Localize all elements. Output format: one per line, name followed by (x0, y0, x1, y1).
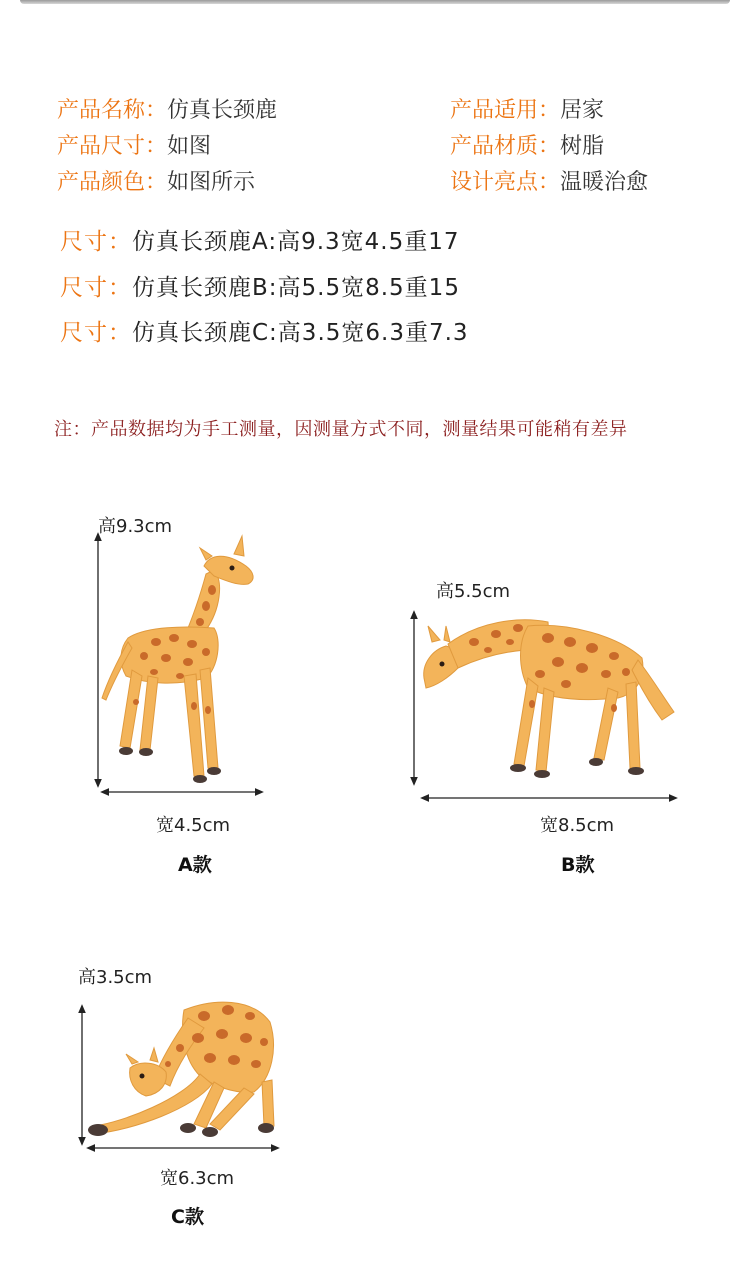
spec-value: 树脂 (560, 134, 605, 159)
spec-label: 设计亮点： (450, 170, 561, 195)
giraffe-a-image (96, 530, 266, 790)
height-label-b: 高5.5cm (436, 581, 511, 602)
spec-value: 仿真长颈鹿 (167, 98, 278, 123)
measurement-note: 注：产品数据均为手工测量，因测量方式不同，测量结果可能稍有差异 (54, 419, 628, 440)
width-label-c: 宽6.3cm (160, 1168, 235, 1189)
spec-label: 产品名称： (57, 98, 168, 123)
size-label: 尺寸： (60, 320, 132, 346)
spec-label: 产品适用： (450, 98, 561, 123)
spec-value: 如图所示 (167, 170, 256, 195)
variant-label-c: C款 (171, 1206, 204, 1228)
size-value: 仿真长颈鹿A:高9.3宽4.5重17 (132, 229, 460, 255)
width-label-a: 宽4.5cm (156, 815, 231, 836)
size-value: 仿真长颈鹿C:高3.5宽6.3重7.3 (132, 320, 469, 346)
height-label-a: 高9.3cm (98, 516, 173, 537)
width-label-b: 宽8.5cm (540, 815, 615, 836)
spec-value: 如图 (167, 134, 212, 159)
size-value: 仿真长颈鹿B:高5.5宽8.5重15 (132, 275, 460, 301)
spec-label: 产品颜色： (57, 170, 168, 195)
spec-label: 产品材质： (450, 134, 561, 159)
size-label: 尺寸： (60, 275, 132, 301)
spec-value: 温暖治愈 (560, 170, 649, 195)
spec-value: 居家 (560, 98, 605, 123)
giraffe-b-image (418, 608, 678, 788)
variant-label-b: B款 (561, 854, 595, 876)
variant-label-a: A款 (178, 854, 212, 876)
size-label: 尺寸： (60, 229, 132, 255)
spec-label: 产品尺寸： (57, 134, 168, 159)
giraffe-c-image (84, 998, 280, 1144)
height-label-c: 高3.5cm (78, 967, 153, 988)
